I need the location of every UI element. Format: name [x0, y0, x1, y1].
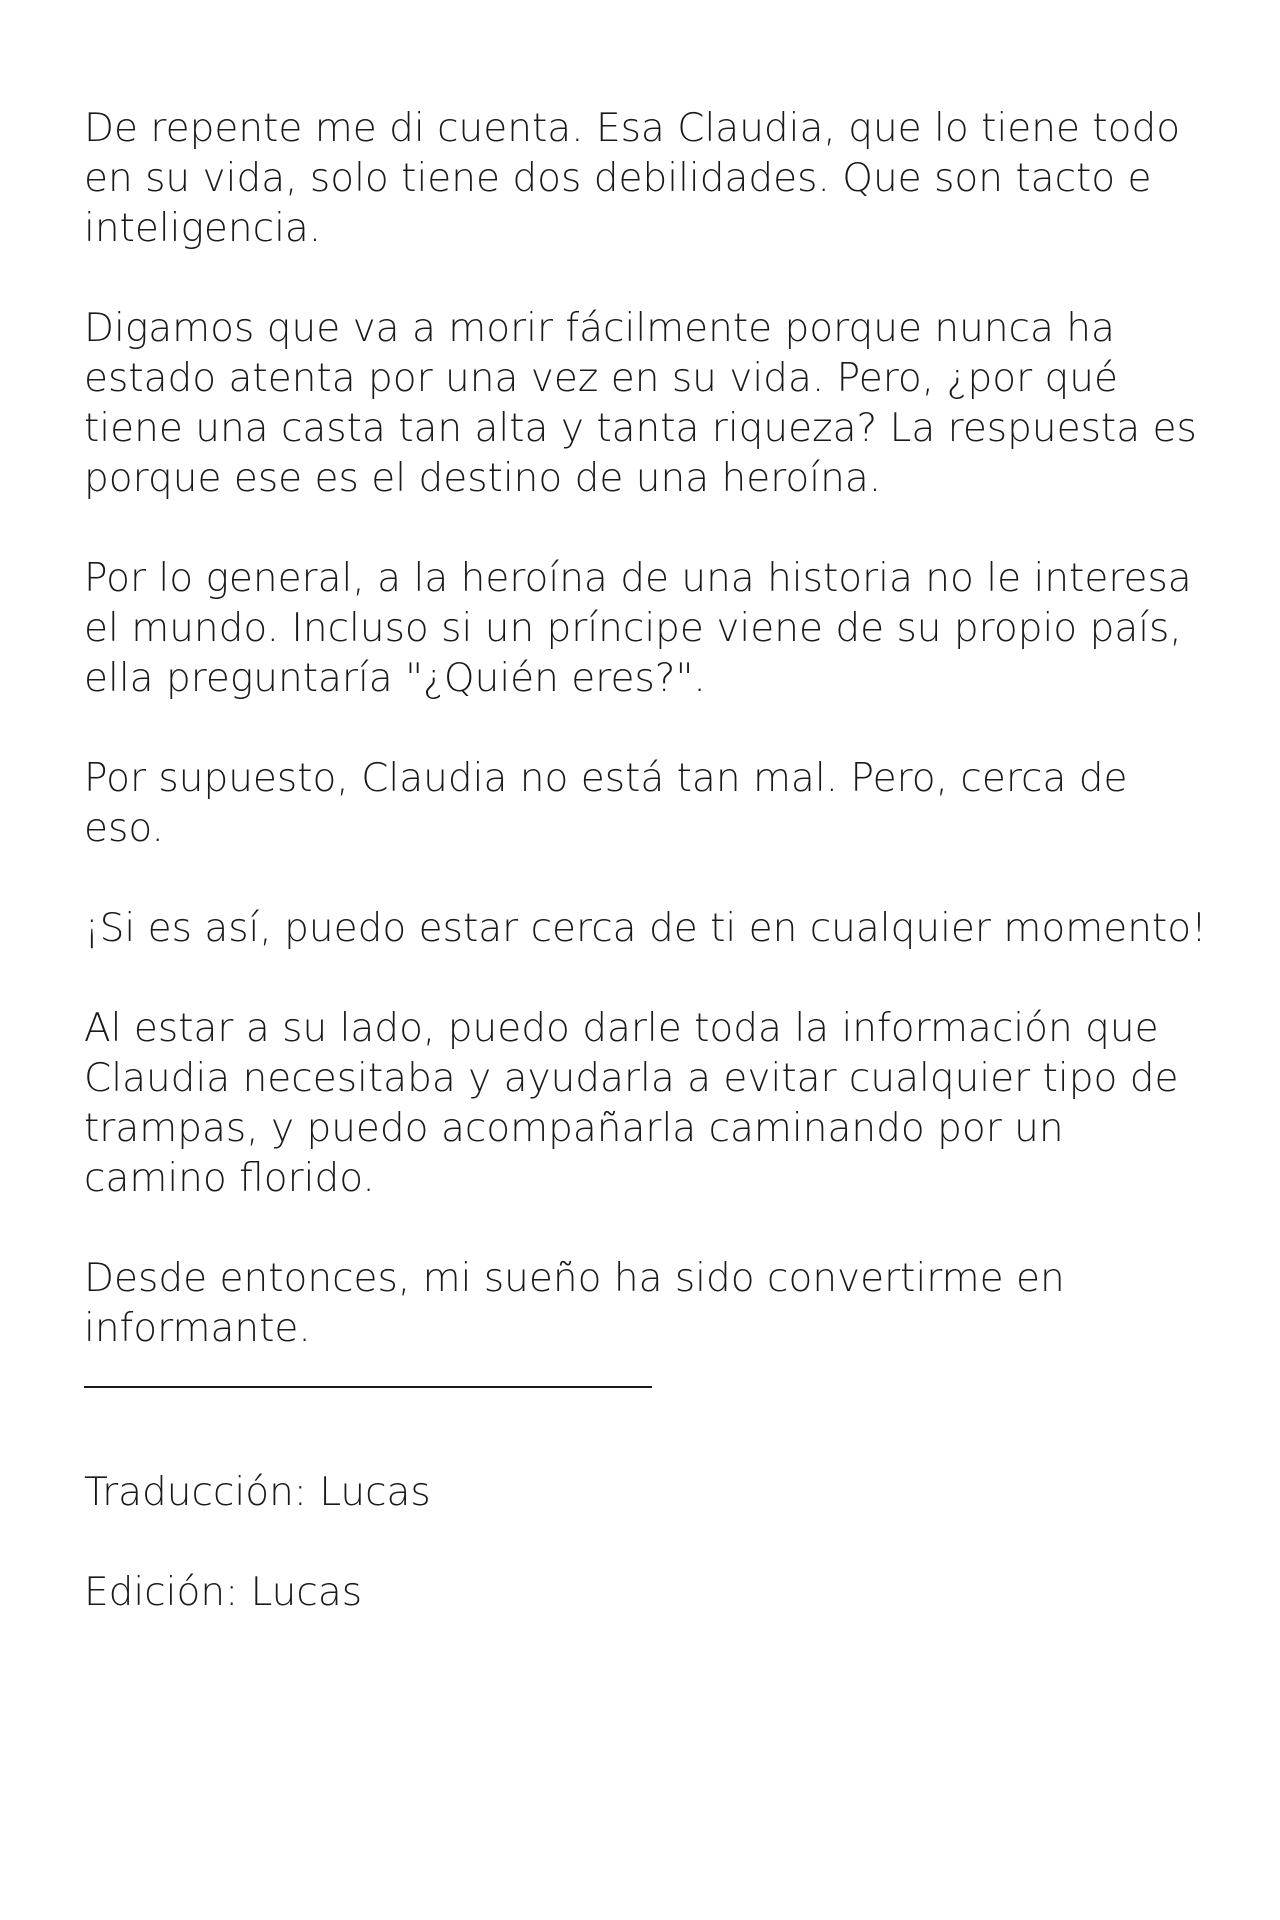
editing-credit: Edición: Lucas	[84, 1570, 363, 1615]
paragraph-3: Por lo general, a la heroína de una historia no le interesa el mundo. Incluso si un príncipe viene de su propio país, ella preguntaría "¿Quién eres?".	[84, 556, 1192, 701]
paragraph-1: De repente me di cuenta. Esa Claudia, que lo tiene todo en su vida, solo tiene dos debilidades. Que son tacto e inteligencia.	[84, 106, 1181, 251]
paragraph-7: Desde entonces, mi sueño ha sido convertirme en informante.	[84, 1256, 1065, 1351]
paragraph-4: Por supuesto, Claudia no está tan mal. Pero, cerca de eso.	[84, 756, 1128, 851]
paragraph-6: Al estar a su lado, puedo darle toda la información que Claudia necesitaba y ayudarla a evitar cualquier tipo de trampas, y puedo acompañarla caminando por un camino florido.	[84, 1006, 1179, 1201]
paragraph-5: ¡Si es así, puedo estar cerca de ti en cualquier momento!	[84, 906, 1207, 951]
translation-credit: Traducción: Lucas	[84, 1470, 431, 1515]
section-divider	[84, 1386, 652, 1388]
story-text	[84, 104, 1214, 1668]
paragraph-2: Digamos que va a morir fácilmente porque nunca ha estado atenta por una vez en su vida. Pero, ¿por qué tiene una casta tan alta y tanta riqueza? La respuesta es porque ese es el destino de una heroína.	[84, 306, 1197, 501]
